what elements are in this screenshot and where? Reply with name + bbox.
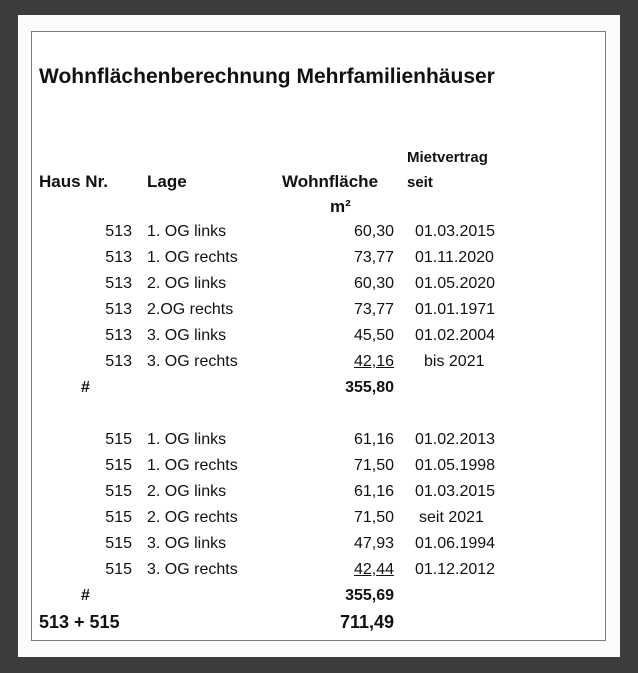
cell-haus: 515 (105, 561, 132, 578)
cell-flaeche: 61,16 (353, 431, 394, 448)
cell-seit: seit 2021 (419, 509, 484, 526)
cell-lage: 2.OG rechts (147, 301, 234, 318)
cell-flaeche: 61,16 (353, 483, 394, 500)
cell-seit: 01.05.2020 (415, 275, 496, 292)
cell-seit: 01.02.2013 (415, 431, 496, 448)
cell-seit: 01.05.1998 (415, 457, 496, 474)
cell-seit: 01.11.2020 (415, 249, 494, 266)
cell-lage: 1. OG links (147, 223, 227, 240)
cell-flaeche: 71,50 (353, 509, 394, 526)
subtotal-label: # (81, 379, 90, 396)
cell-haus: 515 (105, 535, 132, 552)
cell-flaeche: 60,30 (353, 275, 394, 292)
cell-seit: 01.03.2015 (415, 223, 496, 240)
cell-haus: 513 (105, 327, 132, 344)
total-label: 513 + 515 (39, 612, 120, 632)
cell-haus: 515 (105, 431, 132, 448)
cell-lage: 1. OG rechts (147, 457, 238, 474)
cell-flaeche: 71,50 (353, 457, 394, 474)
document-page (18, 15, 620, 657)
cell-lage: 3. OG rechts (147, 353, 238, 370)
cell-lage: 1. OG rechts (147, 249, 238, 266)
cell-haus: 513 (105, 249, 132, 266)
header-unit: m² (330, 197, 351, 216)
cell-haus: 515 (105, 457, 132, 474)
cell-flaeche: 73,77 (353, 301, 394, 318)
cell-seit: 01.02.2004 (415, 327, 496, 344)
page-title: Wohnflächenberechnung Mehrfamilienhäuser (39, 65, 495, 88)
cell-lage: 3. OG rechts (147, 561, 238, 578)
cell-lage: 2. OG links (147, 275, 227, 292)
cell-lage: 1. OG links (147, 431, 227, 448)
cell-seit: bis 2021 (424, 353, 485, 370)
cell-lage: 2. OG links (147, 483, 227, 500)
subtotal-label: # (81, 587, 90, 604)
cell-flaeche: 60,30 (353, 223, 394, 240)
cell-flaeche: 42,16 (353, 353, 394, 370)
cell-flaeche: 42,44 (353, 561, 394, 578)
cell-lage: 2. OG rechts (147, 509, 238, 526)
table-frame (31, 31, 606, 641)
cell-flaeche: 45,50 (353, 327, 394, 344)
header-lage: Lage (147, 172, 187, 191)
cell-seit: 01.01.1971 (415, 301, 496, 318)
cell-haus: 515 (105, 483, 132, 500)
cell-haus: 513 (105, 301, 132, 318)
subtotal-value: 355,80 (345, 379, 394, 396)
cell-haus: 513 (105, 353, 132, 370)
cell-lage: 3. OG links (147, 535, 227, 552)
cell-haus: 515 (105, 509, 132, 526)
cell-seit: 01.03.2015 (415, 483, 496, 500)
cell-haus: 513 (105, 275, 132, 292)
header-mietvertrag: Mietvertrag (407, 149, 488, 166)
cell-flaeche: 47,93 (353, 535, 394, 552)
header-seit: seit (407, 174, 433, 191)
subtotal-value: 355,69 (345, 587, 394, 604)
cell-seit: 01.06.1994 (415, 535, 496, 552)
header-haus-nr: Haus Nr. (39, 172, 108, 191)
cell-lage: 3. OG links (147, 327, 227, 344)
cell-seit: 01.12.2012 (415, 561, 496, 578)
cell-haus: 513 (105, 223, 132, 240)
header-wohnflaeche: Wohnfläche (282, 172, 379, 191)
cell-flaeche: 73,77 (353, 249, 394, 266)
total-value: 711,49 (339, 612, 394, 632)
